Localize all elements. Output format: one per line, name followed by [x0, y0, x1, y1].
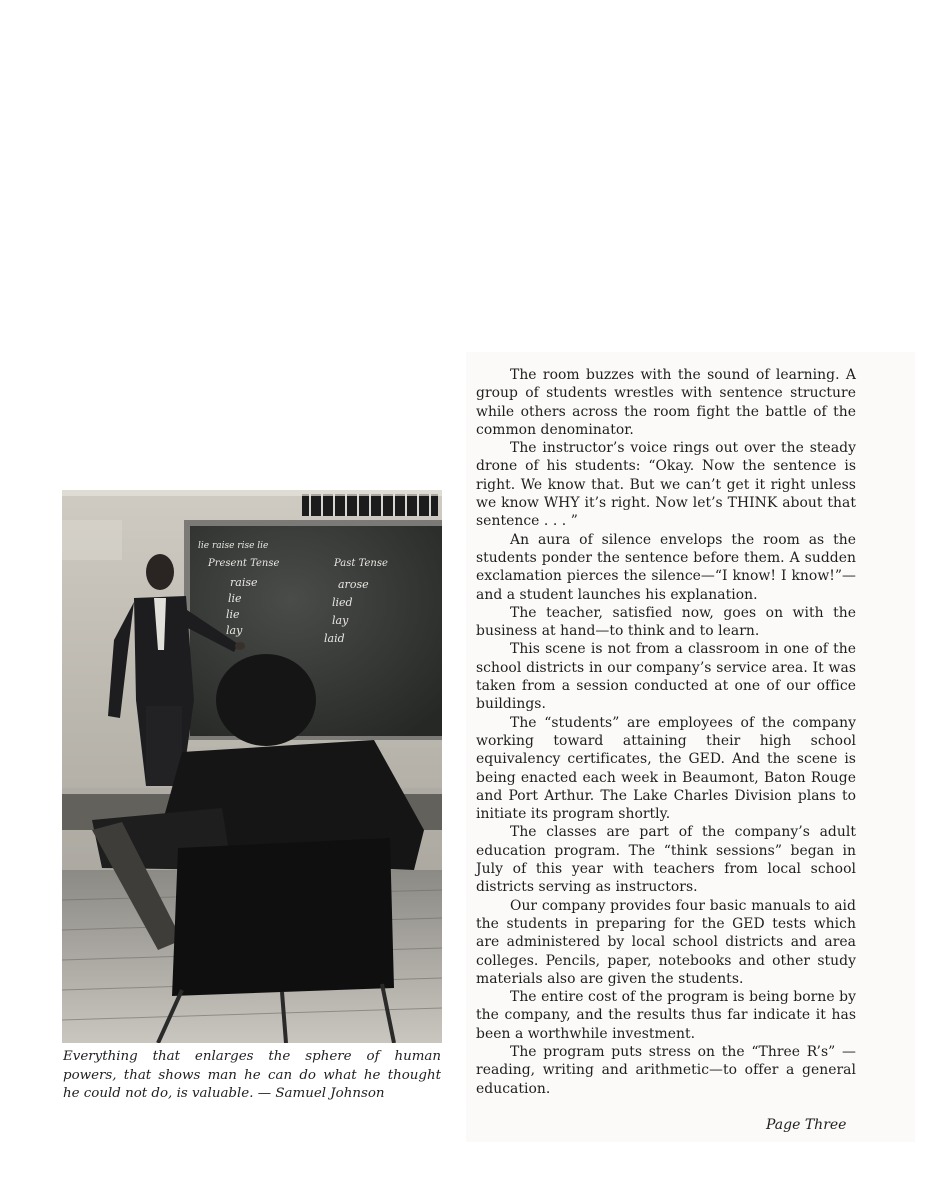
chalk-top-line: lie raise rise lie [198, 541, 269, 551]
caption-line: Everything that enlarges the sphere of human [63, 1049, 441, 1064]
article-paragraph: The teacher, satisfied now, goes on with the business at hand—to think and to learn. [476, 604, 856, 640]
page-number: Page Three [766, 1117, 847, 1133]
classroom-photo [62, 490, 442, 1043]
article-paragraph: The “students” are employees of the company working toward attaining their high school equivalency certificates, the GED. And the scene is being enacted each week in Beaumont, Baton Rouge and Port Arthur. The Lake Charles Division plans to initiate its program shortly. [476, 714, 856, 823]
article-paragraph: An aura of silence envelops the room as the students ponder the sentence before them. A sudden exclamation pierces the silence—“I know! I know!”—and a student launches his explanation. [476, 531, 856, 603]
article-paragraph: The instructor’s voice rings out over the steady drone of his students: “Okay. Now the sentence is right. We know that. But we can’t get it right unless we know WHY it’s right. Now let’s THINK about that sentence . . . ” [476, 440, 856, 530]
article-paragraph: The program puts stress on the “Three R’s” —reading, writing and arithmetic—to offer a general education. [476, 1043, 856, 1097]
chalk-right-word: laid [324, 632, 345, 645]
photo-caption [63, 1048, 441, 1104]
caption-line: he could not do, is valuable. — Samuel Johnson [63, 1086, 385, 1102]
article-paragraph: The room buzzes with the sound of learning. A group of students wrestles with sentence structure while others across the room fight the battle of the common denominator. [476, 367, 856, 438]
article-paragraph: Our company provides four basic manuals to aid the students in preparing for the GED tests which are administered by local school districts and area colleges. Pencils, paper, notebooks and other study materials also are given the students. [476, 897, 856, 987]
chalk-left-word: lay [226, 624, 243, 637]
chalk-right-word: lay [332, 614, 349, 627]
chalk-right-word: lied [332, 596, 353, 609]
caption-line: powers, that shows man he can do what he thought [63, 1067, 441, 1083]
chalk-left-heading: Present Tense [208, 558, 280, 569]
article-paragraph: The entire cost of the program is being borne by the company, and the results thus far indicate it has been a worthwhile investment. [476, 989, 856, 1042]
chalk-left-word: raise [230, 576, 258, 589]
chalk-left-word: lie [226, 608, 240, 621]
chalk-right-heading: Past Tense [334, 558, 388, 569]
article-paragraph: This scene is not from a classroom in one of the school districts in our company’s service area. It was taken from a session conducted at one of our office buildings. [476, 641, 856, 713]
chalk-left-word: lie [228, 592, 242, 605]
article-paragraph: The classes are part of the company’s adult education program. The “think sessions” began in July of this year with teachers from local school districts serving as instructors. [476, 824, 856, 896]
article-body [476, 366, 856, 1098]
chalk-right-word: arose [338, 578, 369, 591]
